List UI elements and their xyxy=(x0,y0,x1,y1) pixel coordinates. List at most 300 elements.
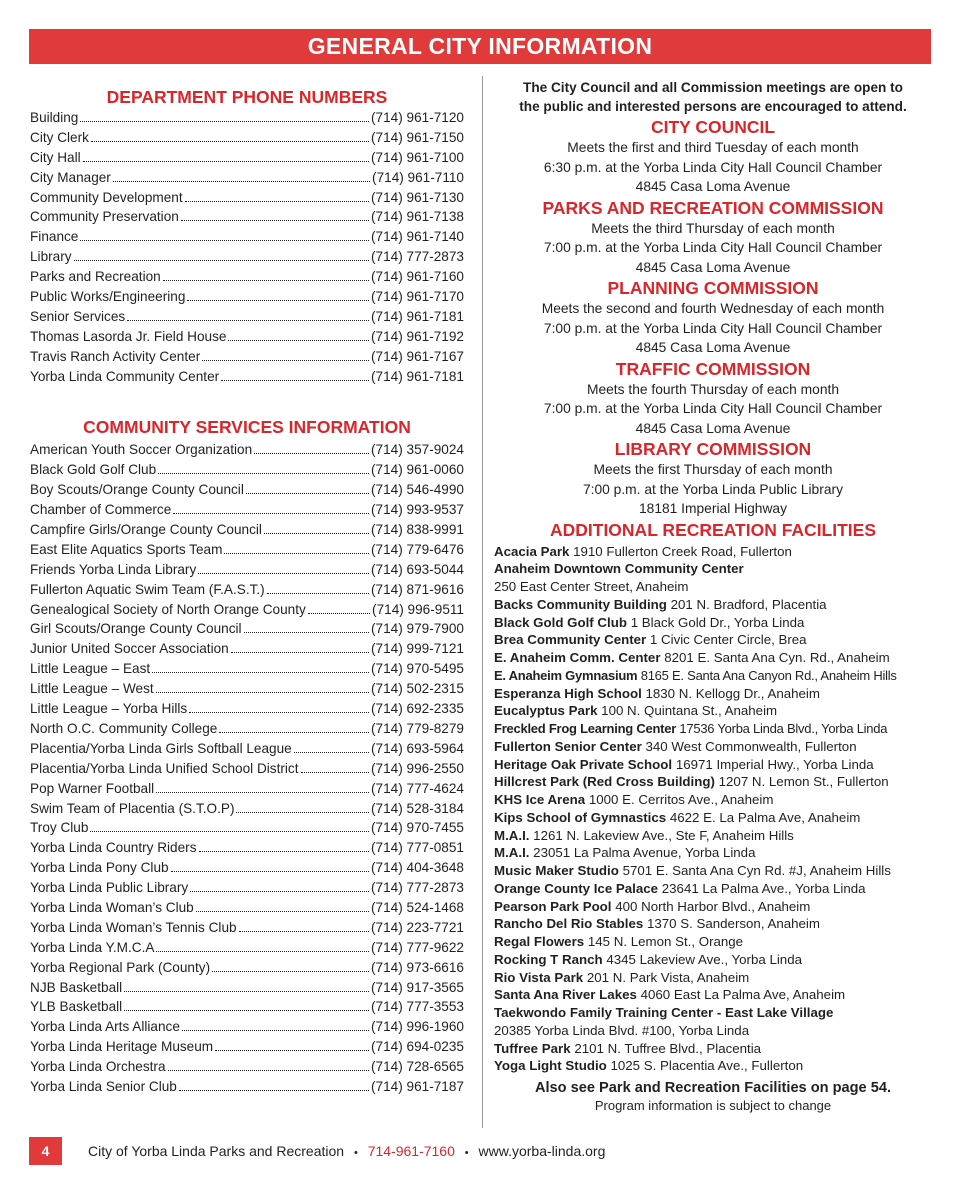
facility-name: Rio Vista Park xyxy=(494,969,584,985)
facility-item xyxy=(494,809,932,827)
phone-list-item xyxy=(30,580,464,600)
phone-list-item xyxy=(30,679,464,699)
facility-item xyxy=(494,685,932,703)
phone-list-item xyxy=(30,978,464,998)
dot-leader xyxy=(294,752,369,753)
phone-list-item xyxy=(30,108,464,128)
phone-entry-name: Building xyxy=(30,110,79,125)
facility-name: Freckled Frog Learning Center xyxy=(494,721,677,736)
facility-name: Backs Community Building xyxy=(494,596,667,612)
phone-list-item xyxy=(30,699,464,719)
facility-name: Rocking T Ranch xyxy=(494,951,603,967)
dot-leader xyxy=(80,121,369,122)
phone-entry-name: Travis Ranch Activity Center xyxy=(30,348,201,364)
facility-name: Esperanza High School xyxy=(494,685,642,701)
dot-leader xyxy=(181,220,369,221)
dot-leader xyxy=(212,971,369,972)
dot-leader xyxy=(202,360,369,361)
phone-entry-name: Pop Warner Football xyxy=(30,780,155,796)
phone-number[interactable]: (714) 970-7455 xyxy=(371,820,464,836)
facility-name: Black Gold Golf Club xyxy=(494,614,627,630)
facility-name: Fullerton Senior Center xyxy=(494,738,642,754)
facility-item xyxy=(494,560,932,578)
facility-item xyxy=(494,738,932,756)
dot-leader xyxy=(196,911,369,912)
dot-leader xyxy=(198,573,369,574)
dot-leader xyxy=(90,831,369,832)
commission-detail-line: Meets the third Thursday of each month xyxy=(591,220,835,236)
phone-list-item xyxy=(30,878,464,898)
facility-name: Pearson Park Pool xyxy=(494,898,612,914)
facility-address: 1 Civic Center Circle, Brea xyxy=(649,632,807,648)
dot-leader xyxy=(74,260,369,261)
phone-entry-name: Community Preservation xyxy=(30,209,179,225)
meetings-intro-line-2: the public and interested persons are encouraged to attend. xyxy=(519,99,907,114)
phone-entry-name: Little League – West xyxy=(30,681,154,697)
footer-text xyxy=(88,1137,605,1167)
dot-leader xyxy=(219,732,369,733)
dot-leader xyxy=(187,300,369,301)
phone-number[interactable]: (714) 779-8279 xyxy=(371,720,464,736)
phone-number[interactable]: (714) 973-6616 xyxy=(371,959,464,975)
commission-detail-line: 7:00 p.m. at the Yorba Linda City Hall Council Chamber xyxy=(543,240,883,255)
phone-number[interactable]: (714) 502-2315 xyxy=(371,681,464,697)
facility-item xyxy=(494,880,932,898)
facility-name: Music Maker Studio xyxy=(494,863,619,878)
phone-number[interactable]: (714) 961-7181 xyxy=(371,308,464,324)
phone-list-item xyxy=(30,327,464,347)
phone-entry-name: NJB Basketball xyxy=(30,979,123,995)
commission-detail-line: 7:00 p.m. at the Yorba Linda Public Library xyxy=(582,481,843,497)
facility-item xyxy=(494,1040,932,1058)
community-services-list xyxy=(30,440,464,1096)
facility-item xyxy=(494,969,932,987)
facility-address: 145 N. Lemon St., Orange xyxy=(587,934,744,949)
phone-entry-name: Yorba Linda Public Library xyxy=(30,880,189,896)
phone-list-item xyxy=(30,148,464,168)
footer-website[interactable]: www.yorba-linda.org xyxy=(478,1143,606,1159)
footer-bullet-2: • xyxy=(464,1147,469,1159)
facility-address: 1830 N. Kellogg Dr., Anaheim xyxy=(645,685,820,701)
phone-number[interactable]: (714) 528-3184 xyxy=(371,800,464,816)
phone-list-item xyxy=(30,367,464,387)
phone-number[interactable]: (714) 693-5964 xyxy=(371,740,464,756)
commission-detail-line: 6:30 p.m. at the Yorba Linda City Hall Council Chamber xyxy=(543,159,883,175)
phone-list-item xyxy=(30,287,464,307)
commission-detail-line: 4845 Casa Loma Avenue xyxy=(635,340,791,355)
phone-list-item xyxy=(30,227,464,247)
phone-number[interactable]: (714) 779-6476 xyxy=(371,541,464,557)
facility-address: 1910 Fullerton Creek Road, Fullerton xyxy=(573,543,792,559)
phone-number[interactable]: (714) 524-1468 xyxy=(371,899,464,915)
phone-number[interactable]: (714) 961-7150 xyxy=(371,129,464,145)
page-banner: GENERAL CITY INFORMATION xyxy=(29,29,931,64)
phone-entry-name: Junior United Soccer Association xyxy=(30,641,229,657)
phone-entry-name: Yorba Linda Orchestra xyxy=(30,1059,166,1075)
phone-list-item xyxy=(30,267,464,287)
facility-name: Rancho Del Rio Stables xyxy=(494,916,644,932)
phone-number[interactable]: (714) 777-9622 xyxy=(371,939,464,955)
phone-number[interactable]: (714) 694-0235 xyxy=(371,1039,464,1055)
phone-entry-name: YLB Basketball xyxy=(30,999,123,1015)
phone-number[interactable]: (714) 961-7110 xyxy=(372,169,464,185)
facility-address: 23641 La Palma Ave., Yorba Linda xyxy=(661,880,866,896)
phone-number[interactable]: (714) 961-7181 xyxy=(371,368,464,384)
phone-number[interactable]: (714) 979-7900 xyxy=(371,621,464,637)
dot-leader xyxy=(264,533,369,534)
facility-name: Tuffree Park xyxy=(494,1040,571,1056)
phone-list-item xyxy=(30,1037,464,1057)
page-number: 4 xyxy=(29,1137,62,1165)
footer-bullet-1: • xyxy=(353,1147,358,1159)
facility-name: Acacia Park xyxy=(494,543,570,559)
phone-number[interactable]: (714) 777-2873 xyxy=(371,249,464,265)
facility-item xyxy=(494,631,932,649)
phone-entry-name: City Hall xyxy=(30,149,81,165)
facility-name: E. Anaheim Gymnasium xyxy=(494,667,638,683)
facility-address: 20385 Yorba Linda Blvd. #100, Yorba Linda xyxy=(494,1022,750,1038)
commission-heading: TRAFFIC COMMISSION xyxy=(615,358,811,379)
facility-item xyxy=(494,702,932,720)
phone-number[interactable]: (714) 404-3648 xyxy=(371,860,464,876)
phone-number[interactable]: (714) 961-7187 xyxy=(371,1078,464,1094)
phone-entry-name: Genealogical Society of North Orange County xyxy=(30,601,306,617)
phone-number[interactable]: (714) 999-7121 xyxy=(371,641,464,657)
phone-list-item xyxy=(30,347,464,367)
commission-detail-line: 18181 Imperial Highway xyxy=(638,501,787,516)
phone-number[interactable]: (714) 546-4990 xyxy=(371,482,464,498)
facility-name: E. Anaheim Comm. Center xyxy=(494,650,661,665)
facility-address: 1025 S. Placentia Ave., Fullerton xyxy=(610,1058,804,1074)
phone-entry-name: Senior Services xyxy=(30,308,126,324)
phone-entry-name: Placentia/Yorba Linda Girls Softball League xyxy=(30,740,292,756)
facility-name: Regal Flowers xyxy=(494,934,585,949)
dot-leader xyxy=(301,772,370,773)
facility-item xyxy=(494,649,932,667)
meetings-intro-line-1: The City Council and all Commission meetings are open to xyxy=(523,80,903,95)
commission-detail-line: Meets the fourth Thursday of each month xyxy=(586,381,840,397)
facility-address: 400 North Harbor Blvd., Anaheim xyxy=(615,898,811,914)
phone-number[interactable]: (714) 838-9991 xyxy=(371,522,464,538)
dot-leader xyxy=(156,792,369,793)
facility-address: 8201 E. Santa Ana Cyn. Rd., Anaheim xyxy=(664,650,890,665)
phone-entry-name: Little League – East xyxy=(30,661,151,677)
facility-item xyxy=(494,720,932,738)
commission-detail-line: Meets the first Thursday of each month xyxy=(593,462,833,477)
facility-item xyxy=(494,1004,932,1022)
left-column xyxy=(30,86,464,1097)
commission-detail-line: Meets the second and fourth Wednesday of each month xyxy=(541,301,885,316)
facility-item xyxy=(494,1057,932,1075)
phone-number[interactable]: (714) 871-9616 xyxy=(371,581,464,597)
facility-item xyxy=(494,614,932,632)
facility-item xyxy=(494,986,932,1004)
phone-list-item xyxy=(30,639,464,659)
phone-list-item xyxy=(30,440,464,460)
facility-address: 201 N. Bradford, Placentia xyxy=(670,596,827,612)
facility-item xyxy=(494,862,932,880)
phone-entry-name: Yorba Linda Senior Club xyxy=(30,1078,177,1094)
phone-entry-name: Campfire Girls/Orange County Council xyxy=(30,522,262,538)
facility-address: 4060 East La Palma Ave, Anaheim xyxy=(640,987,846,1003)
facilities-list xyxy=(494,543,932,1076)
facility-name: Kips School of Gymnastics xyxy=(494,809,667,825)
phone-list-item xyxy=(30,1057,464,1077)
right-column xyxy=(494,78,932,1114)
phone-entry-name: Yorba Linda Woman’s Tennis Club xyxy=(30,919,237,935)
facility-name: Anaheim Downtown Community Center xyxy=(494,561,744,577)
facility-item xyxy=(494,933,932,951)
phone-number[interactable]: (714) 961-7170 xyxy=(371,289,464,305)
facility-item xyxy=(494,915,932,933)
phone-number[interactable]: (714) 777-4624 xyxy=(371,780,464,796)
facility-name: KHS Ice Arena xyxy=(494,792,586,807)
facility-address: 201 N. Park Vista, Anaheim xyxy=(586,969,750,985)
phone-entry-name: Yorba Linda Woman’s Club xyxy=(30,899,194,915)
phone-list-item xyxy=(30,500,464,520)
dot-leader xyxy=(158,473,369,474)
department-phone-list xyxy=(30,108,464,386)
dot-leader xyxy=(221,380,369,381)
dot-leader xyxy=(228,340,369,341)
phone-entry-name: Girl Scouts/Orange County Council xyxy=(30,621,242,637)
phone-entry-name: East Elite Aquatics Sports Team xyxy=(30,541,223,557)
phone-entry-name: American Youth Soccer Organization xyxy=(30,442,253,458)
phone-list-item xyxy=(30,540,464,560)
phone-number[interactable]: (714) 996-2550 xyxy=(371,760,464,776)
facility-address: 2101 N. Tuffree Blvd., Placentia xyxy=(574,1040,762,1056)
also-see-note: Also see Park and Recreation Facilities on page 54. xyxy=(534,1080,892,1096)
phone-number[interactable]: (714) 961-7138 xyxy=(371,209,464,225)
dot-leader xyxy=(173,513,369,514)
dot-leader xyxy=(156,951,369,952)
facility-address: 1000 E. Cerritos Ave., Anaheim xyxy=(588,792,774,807)
phone-number[interactable]: (714) 777-3553 xyxy=(371,999,464,1015)
phone-list-item xyxy=(30,779,464,799)
commission-detail-line: 7:00 p.m. at the Yorba Linda City Hall Council Chamber xyxy=(543,401,883,416)
dot-leader xyxy=(113,181,370,182)
dot-leader xyxy=(308,613,370,614)
phone-entry-name: North O.C. Community College xyxy=(30,720,218,736)
phone-list-item xyxy=(30,739,464,759)
facility-address: 17536 Yorba Linda Blvd., Yorba Linda xyxy=(679,721,888,736)
phone-list-item xyxy=(30,1077,464,1097)
phone-number[interactable]: (714) 728-6565 xyxy=(371,1059,464,1075)
phone-list-item xyxy=(30,188,464,208)
phone-entry-name: Little League – Yorba Hills xyxy=(30,701,188,717)
phone-entry-name: Yorba Linda Country Riders xyxy=(30,840,197,856)
phone-entry-name: Swim Team of Placentia (S.T.O.P) xyxy=(30,800,235,816)
dot-leader xyxy=(236,812,369,813)
phone-list-item xyxy=(30,719,464,739)
phone-list-item xyxy=(30,128,464,148)
dot-leader xyxy=(156,692,369,693)
facility-name: Brea Community Center xyxy=(494,632,647,648)
commission-heading: PLANNING COMMISSION xyxy=(607,278,819,298)
dot-leader xyxy=(152,672,369,673)
dot-leader xyxy=(231,652,369,653)
dot-leader xyxy=(179,1090,369,1091)
dot-leader xyxy=(182,1030,369,1031)
dot-leader xyxy=(171,871,369,872)
dot-leader xyxy=(168,1070,370,1071)
phone-number[interactable]: (714) 961-7130 xyxy=(371,189,464,205)
phone-number[interactable]: (714) 357-9024 xyxy=(371,442,464,458)
phone-list-item xyxy=(30,307,464,327)
facility-item xyxy=(494,596,932,614)
phone-list-item xyxy=(30,838,464,858)
phone-list-item xyxy=(30,759,464,779)
facility-address: 1261 N. Lakeview Ave., Ste F, Anaheim Hills xyxy=(533,827,794,843)
phone-number[interactable]: (714) 961-7140 xyxy=(371,229,464,245)
dot-leader xyxy=(244,632,369,633)
dot-leader xyxy=(189,712,369,713)
dot-leader xyxy=(127,320,369,321)
facility-name: M.A.I. xyxy=(494,845,530,861)
facility-item xyxy=(494,827,932,845)
phone-entry-name: Yorba Regional Park (County) xyxy=(30,959,211,975)
phone-list-item xyxy=(30,938,464,958)
meetings-intro xyxy=(494,78,932,116)
facility-name: Eucalyptus Park xyxy=(494,703,598,719)
facility-address: 4345 Lakeview Ave., Yorba Linda xyxy=(606,951,802,967)
commission-heading: LIBRARY COMMISSION xyxy=(614,439,812,459)
commission-detail-line: Meets the first and third Tuesday of each month xyxy=(567,140,859,155)
phone-list-item xyxy=(30,1017,464,1037)
facility-item xyxy=(494,898,932,916)
commission-list xyxy=(494,116,932,519)
phone-list-item xyxy=(30,818,464,838)
phone-list-item xyxy=(30,918,464,938)
dot-leader xyxy=(163,280,369,281)
phone-entry-name: Yorba Linda Community Center xyxy=(30,368,220,384)
facility-address: 8165 E. Santa Ana Canyon Rd., Anaheim Hills xyxy=(640,667,897,683)
facility-address: 250 East Center Street, Anaheim xyxy=(494,579,689,594)
phone-list-item xyxy=(30,898,464,918)
facility-item xyxy=(494,844,932,862)
dot-leader xyxy=(199,851,370,852)
facility-item xyxy=(494,667,932,685)
phone-list-item xyxy=(30,799,464,819)
commission-detail-line: 4845 Casa Loma Avenue xyxy=(635,179,791,194)
phone-list-item xyxy=(30,619,464,639)
dot-leader xyxy=(267,593,369,594)
phone-entry-name: Yorba Linda Y.M.C.A xyxy=(30,939,155,955)
phone-number[interactable]: (714) 970-5495 xyxy=(371,661,464,677)
facility-item xyxy=(494,951,932,969)
phone-entry-name: Finance xyxy=(30,229,79,245)
phone-list-item xyxy=(30,958,464,978)
facility-address: 23051 La Palma Avenue, Yorba Linda xyxy=(533,845,756,861)
facility-name: Yoga Light Studio xyxy=(494,1058,607,1074)
facility-item xyxy=(494,791,932,809)
phone-list-item xyxy=(30,600,464,620)
phone-number[interactable]: (714) 777-2873 xyxy=(371,880,464,896)
phone-entry-name: Placentia/Yorba Linda Unified School District xyxy=(30,760,299,776)
phone-number[interactable]: (714) 961-7120 xyxy=(371,110,464,125)
dot-leader xyxy=(80,240,369,241)
facility-item xyxy=(494,1022,932,1040)
facility-address: 100 N. Quintana St., Anaheim xyxy=(601,703,778,719)
dot-leader xyxy=(254,453,369,454)
footer-phone[interactable]: 714-961-7160 xyxy=(367,1143,455,1159)
phone-entry-name: Boy Scouts/Orange County Council xyxy=(30,482,244,498)
phone-number[interactable]: (714) 777-0851 xyxy=(371,840,464,856)
facility-address: 16971 Imperial Hwy., Yorba Linda xyxy=(675,756,874,772)
phone-number[interactable]: (714) 996-1960 xyxy=(371,1019,464,1035)
facility-name: Heritage Oak Private School xyxy=(494,756,673,772)
facility-item xyxy=(494,578,932,596)
phone-number[interactable]: (714) 961-0060 xyxy=(371,462,464,478)
commission-heading: PARKS AND RECREATION COMMISSION xyxy=(542,197,884,218)
phone-list-item xyxy=(30,659,464,679)
facility-address: 1 Black Gold Dr., Yorba Linda xyxy=(630,614,805,630)
phone-number[interactable]: (714) 961-7192 xyxy=(371,328,464,344)
dot-leader xyxy=(246,493,369,494)
phone-number[interactable]: (714) 993-9537 xyxy=(371,502,464,518)
phone-number[interactable]: (714) 996-9511 xyxy=(372,601,464,617)
phone-entry-name: Yorba Linda Pony Club xyxy=(30,860,169,876)
commission-detail-line: 4845 Casa Loma Avenue xyxy=(635,420,791,436)
dot-leader xyxy=(124,1010,369,1011)
facility-item xyxy=(494,773,932,791)
facility-name: Santa Ana River Lakes xyxy=(494,987,637,1003)
dot-leader xyxy=(224,553,369,554)
phone-number[interactable]: (714) 223-7721 xyxy=(371,919,464,935)
phone-entry-name: Friends Yorba Linda Library xyxy=(30,561,197,577)
phone-entry-name: City Clerk xyxy=(30,129,89,145)
phone-list-item xyxy=(30,997,464,1017)
facilities-heading: ADDITIONAL RECREATION FACILITIES xyxy=(549,519,877,540)
footer-org: City of Yorba Linda Parks and Recreation xyxy=(88,1143,345,1159)
phone-number[interactable]: (714) 693-5044 xyxy=(371,561,464,577)
phone-entry-name: City Manager xyxy=(30,169,111,185)
phone-entry-name: Chamber of Commerce xyxy=(30,502,172,518)
phone-list-item xyxy=(30,460,464,480)
facility-item xyxy=(494,543,932,561)
phone-list-item xyxy=(30,168,464,188)
phone-list-item xyxy=(30,520,464,540)
phone-entry-name: Black Gold Golf Club xyxy=(30,462,157,478)
phone-number[interactable]: (714) 917-3565 xyxy=(371,979,464,995)
phone-list-item xyxy=(30,858,464,878)
commission-detail-line: 4845 Casa Loma Avenue xyxy=(635,259,791,275)
phone-list-item xyxy=(30,247,464,267)
facility-address: 1207 N. Lemon St., Fullerton xyxy=(718,774,889,790)
dot-leader xyxy=(239,931,369,932)
dot-leader xyxy=(215,1050,369,1051)
phone-entry-name: Fullerton Aquatic Swim Team (F.A.S.T.) xyxy=(30,581,265,597)
phone-entry-name: Troy Club xyxy=(30,820,89,836)
phone-list-item xyxy=(30,480,464,500)
phone-number[interactable]: (714) 961-7160 xyxy=(371,269,464,285)
phone-entry-name: Library xyxy=(30,249,72,265)
phone-list-item xyxy=(30,207,464,227)
phone-number[interactable]: (714) 961-7100 xyxy=(371,149,464,165)
community-services-heading: COMMUNITY SERVICES INFORMATION xyxy=(83,417,411,438)
facility-name: Orange County Ice Palace xyxy=(494,880,659,896)
dot-leader xyxy=(124,991,369,992)
phone-list-item xyxy=(30,560,464,580)
facility-name: Taekwondo Family Training Center - East Lake Village xyxy=(494,1005,834,1020)
facility-name: Hillcrest Park (Red Cross Building) xyxy=(494,774,715,790)
facility-item xyxy=(494,756,932,774)
page-footer xyxy=(29,1137,931,1165)
commission-detail-line: 7:00 p.m. at the Yorba Linda City Hall Council Chamber xyxy=(543,320,883,336)
phone-number[interactable]: (714) 961-7167 xyxy=(371,348,464,364)
phone-number[interactable]: (714) 692-2335 xyxy=(371,701,464,717)
dot-leader xyxy=(190,891,369,892)
